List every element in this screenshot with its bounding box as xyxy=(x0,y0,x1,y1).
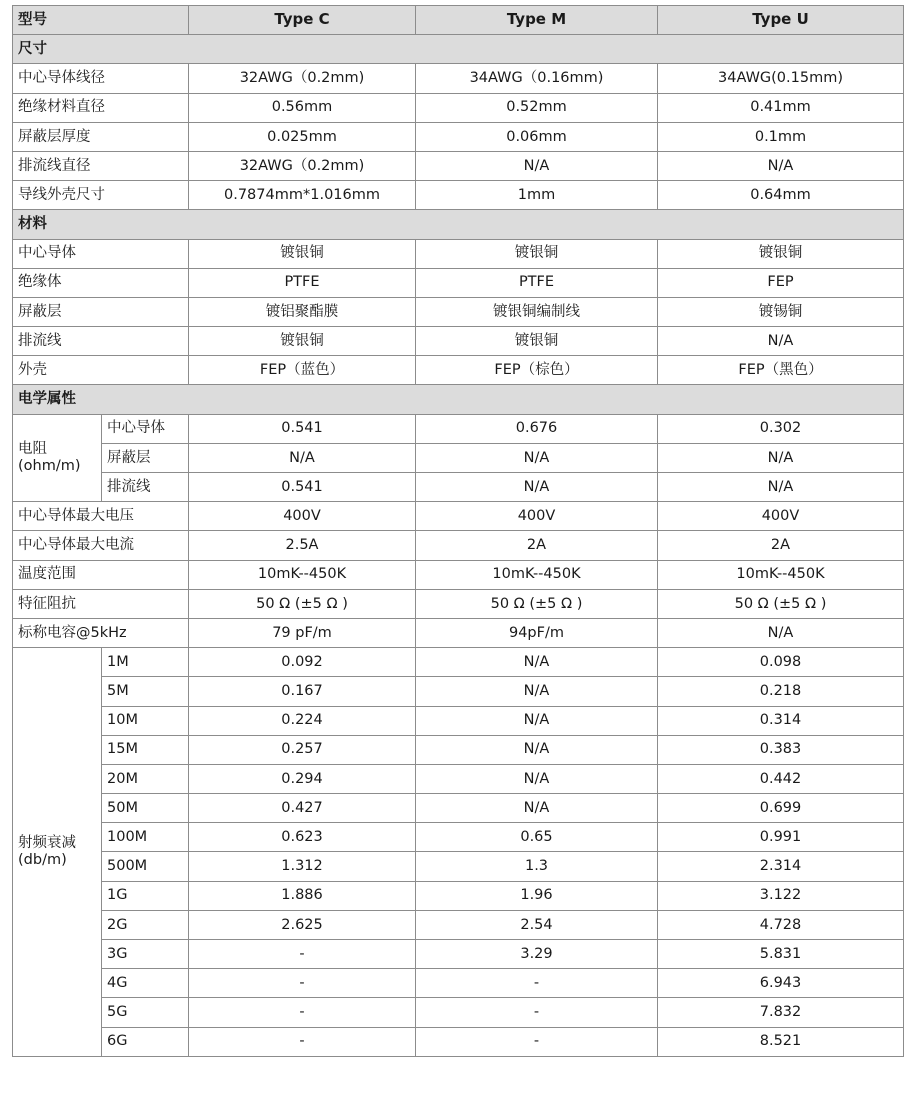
section-electrical-row xyxy=(13,385,904,414)
cell-type-c: 2.625 xyxy=(189,910,416,939)
cell-type-u: 3.122 xyxy=(658,881,904,910)
row-label: 中心导体 xyxy=(13,239,189,268)
cell-type-u: N/A xyxy=(658,618,904,647)
row-label: 中心导体最大电压 xyxy=(13,502,189,531)
cell-type-c: 0.541 xyxy=(189,473,416,502)
cell-type-c: - xyxy=(189,969,416,998)
table-row xyxy=(13,1027,904,1056)
cell-type-m: 0.52mm xyxy=(416,93,658,122)
sub-row-label: 5M xyxy=(102,677,189,706)
header-model-label: 型号 xyxy=(13,6,189,35)
row-label: 屏蔽层厚度 xyxy=(13,122,189,151)
table-row xyxy=(13,560,904,589)
sub-row-label: 4G xyxy=(102,969,189,998)
row-label: 特征阻抗 xyxy=(13,589,189,618)
cell-type-m: 3.29 xyxy=(416,940,658,969)
header-row xyxy=(13,6,904,35)
cell-type-c: 0.167 xyxy=(189,677,416,706)
cell-type-m: 2A xyxy=(416,531,658,560)
sub-row-label: 15M xyxy=(102,735,189,764)
cell-type-m: 0.06mm xyxy=(416,122,658,151)
table-row xyxy=(13,910,904,939)
table-row xyxy=(13,327,904,356)
resistance-group-label xyxy=(13,414,102,502)
table-row xyxy=(13,648,904,677)
cell-type-u: 0.699 xyxy=(658,794,904,823)
cell-type-u: 2A xyxy=(658,531,904,560)
cell-type-m: 镀银铜 xyxy=(416,327,658,356)
row-label: 外壳 xyxy=(13,356,189,385)
cell-type-u: 0.302 xyxy=(658,414,904,443)
table-row xyxy=(13,735,904,764)
row-label: 屏蔽层 xyxy=(13,297,189,326)
table-row xyxy=(13,93,904,122)
cell-type-u: 0.64mm xyxy=(658,181,904,210)
table-row xyxy=(13,356,904,385)
sub-row-label: 1G xyxy=(102,881,189,910)
cell-type-m: 0.676 xyxy=(416,414,658,443)
cell-type-m: 0.65 xyxy=(416,823,658,852)
cell-type-u: 5.831 xyxy=(658,940,904,969)
cell-type-c: 0.257 xyxy=(189,735,416,764)
cell-type-m: - xyxy=(416,998,658,1027)
cell-type-c: - xyxy=(189,998,416,1027)
row-label: 中心导体线径 xyxy=(13,64,189,93)
cell-type-m: PTFE xyxy=(416,268,658,297)
cell-type-u: 34AWG(0.15mm) xyxy=(658,64,904,93)
table-row xyxy=(13,268,904,297)
cell-type-u: 400V xyxy=(658,502,904,531)
section-size-row xyxy=(13,35,904,64)
sub-row-label: 排流线 xyxy=(102,473,189,502)
cell-type-u: FEP（黑色） xyxy=(658,356,904,385)
table-row xyxy=(13,764,904,793)
cell-type-c: 镀铝聚酯膜 xyxy=(189,297,416,326)
attenuation-unit: (db/m) xyxy=(18,851,67,868)
cell-type-c: 0.623 xyxy=(189,823,416,852)
cell-type-u: 镀银铜 xyxy=(658,239,904,268)
attenuation-label: 射频衰减 xyxy=(18,835,76,852)
cell-type-u: 0.1mm xyxy=(658,122,904,151)
cell-type-m: 1.3 xyxy=(416,852,658,881)
cell-type-u: N/A xyxy=(658,151,904,180)
cell-type-m: 镀银铜 xyxy=(416,239,658,268)
row-label: 导线外壳尺寸 xyxy=(13,181,189,210)
cell-type-u: 镀锡铜 xyxy=(658,297,904,326)
spec-table xyxy=(12,5,904,1057)
cell-type-m: 34AWG（0.16mm) xyxy=(416,64,658,93)
cell-type-m: N/A xyxy=(416,794,658,823)
sub-row-label: 3G xyxy=(102,940,189,969)
cell-type-c: 32AWG（0.2mm) xyxy=(189,64,416,93)
cell-type-u: 10mK--450K xyxy=(658,560,904,589)
table-row xyxy=(13,297,904,326)
cell-type-u: N/A xyxy=(658,443,904,472)
cell-type-m: N/A xyxy=(416,443,658,472)
row-label: 标称电容@5kHz xyxy=(13,618,189,647)
table-row xyxy=(13,64,904,93)
cell-type-c: 32AWG（0.2mm) xyxy=(189,151,416,180)
cell-type-m: 1.96 xyxy=(416,881,658,910)
cell-type-c: 镀银铜 xyxy=(189,239,416,268)
cell-type-u: 0.098 xyxy=(658,648,904,677)
cell-type-u: 8.521 xyxy=(658,1027,904,1056)
sub-row-label: 10M xyxy=(102,706,189,735)
cell-type-c: 0.427 xyxy=(189,794,416,823)
cell-type-c: FEP（蓝色） xyxy=(189,356,416,385)
cell-type-c: PTFE xyxy=(189,268,416,297)
table-row xyxy=(13,852,904,881)
table-row xyxy=(13,443,904,472)
cell-type-m: 94pF/m xyxy=(416,618,658,647)
cell-type-u: 6.943 xyxy=(658,969,904,998)
resistance-label: 电阻 xyxy=(18,441,47,458)
sub-row-label: 屏蔽层 xyxy=(102,443,189,472)
header-type-c: Type C xyxy=(189,6,416,35)
cell-type-u: N/A xyxy=(658,473,904,502)
section-size-title: 尺寸 xyxy=(13,35,904,64)
table-row xyxy=(13,473,904,502)
table-row xyxy=(13,239,904,268)
cell-type-m: N/A xyxy=(416,473,658,502)
cell-type-m: 镀银铜编制线 xyxy=(416,297,658,326)
cell-type-m: 400V xyxy=(416,502,658,531)
table-row xyxy=(13,998,904,1027)
cell-type-c: 0.541 xyxy=(189,414,416,443)
cell-type-c: 1.312 xyxy=(189,852,416,881)
cell-type-c: 10mK--450K xyxy=(189,560,416,589)
cell-type-m: 50 Ω (±5 Ω ) xyxy=(416,589,658,618)
row-label: 排流线直径 xyxy=(13,151,189,180)
cell-type-c: 50 Ω (±5 Ω ) xyxy=(189,589,416,618)
row-label: 排流线 xyxy=(13,327,189,356)
table-row xyxy=(13,151,904,180)
cell-type-m: 2.54 xyxy=(416,910,658,939)
cell-type-m: N/A xyxy=(416,677,658,706)
row-label: 中心导体最大电流 xyxy=(13,531,189,560)
section-material-row xyxy=(13,210,904,239)
cell-type-m: FEP（棕色） xyxy=(416,356,658,385)
sub-row-label: 50M xyxy=(102,794,189,823)
section-electrical-title: 电学属性 xyxy=(13,385,904,414)
cell-type-c: 400V xyxy=(189,502,416,531)
cell-type-c: 0.025mm xyxy=(189,122,416,151)
cell-type-c: 0.294 xyxy=(189,764,416,793)
cell-type-c: 镀银铜 xyxy=(189,327,416,356)
cell-type-u: 7.832 xyxy=(658,998,904,1027)
cell-type-u: 4.728 xyxy=(658,910,904,939)
table-row xyxy=(13,940,904,969)
cell-type-c: 0.224 xyxy=(189,706,416,735)
table-row xyxy=(13,181,904,210)
table-row xyxy=(13,823,904,852)
cell-type-m: N/A xyxy=(416,648,658,677)
cell-type-m: N/A xyxy=(416,706,658,735)
cell-type-c: 79 pF/m xyxy=(189,618,416,647)
cell-type-m: 1mm xyxy=(416,181,658,210)
row-label: 绝缘体 xyxy=(13,268,189,297)
table-row xyxy=(13,414,904,443)
sub-row-label: 500M xyxy=(102,852,189,881)
cell-type-u: N/A xyxy=(658,327,904,356)
resistance-unit: (ohm/m) xyxy=(18,457,81,474)
cell-type-u: 0.218 xyxy=(658,677,904,706)
sub-row-label: 20M xyxy=(102,764,189,793)
sub-row-label: 5G xyxy=(102,998,189,1027)
cell-type-c: 1.886 xyxy=(189,881,416,910)
cell-type-c: 0.7874mm*1.016mm xyxy=(189,181,416,210)
table-row xyxy=(13,122,904,151)
cell-type-u: 2.314 xyxy=(658,852,904,881)
cell-type-u: 50 Ω (±5 Ω ) xyxy=(658,589,904,618)
sub-row-label: 100M xyxy=(102,823,189,852)
cell-type-u: 0.383 xyxy=(658,735,904,764)
sub-row-label: 中心导体 xyxy=(102,414,189,443)
row-label: 温度范围 xyxy=(13,560,189,589)
row-label: 绝缘材料直径 xyxy=(13,93,189,122)
cell-type-c: - xyxy=(189,1027,416,1056)
cell-type-c: 0.56mm xyxy=(189,93,416,122)
cell-type-m: N/A xyxy=(416,735,658,764)
sub-row-label: 2G xyxy=(102,910,189,939)
table-row xyxy=(13,706,904,735)
header-type-u: Type U xyxy=(658,6,904,35)
cell-type-u: 0.314 xyxy=(658,706,904,735)
cell-type-u: 0.41mm xyxy=(658,93,904,122)
cell-type-m: 10mK--450K xyxy=(416,560,658,589)
attenuation-group-label xyxy=(13,648,102,1057)
table-row xyxy=(13,531,904,560)
table-row xyxy=(13,677,904,706)
cell-type-m: N/A xyxy=(416,764,658,793)
cell-type-c: - xyxy=(189,940,416,969)
sub-row-label: 1M xyxy=(102,648,189,677)
table-row xyxy=(13,618,904,647)
cell-type-u: 0.442 xyxy=(658,764,904,793)
table-row xyxy=(13,794,904,823)
cell-type-u: 0.991 xyxy=(658,823,904,852)
table-row xyxy=(13,881,904,910)
cell-type-c: 2.5A xyxy=(189,531,416,560)
cell-type-m: N/A xyxy=(416,151,658,180)
cell-type-c: N/A xyxy=(189,443,416,472)
cell-type-m: - xyxy=(416,969,658,998)
cell-type-u: FEP xyxy=(658,268,904,297)
cell-type-m: - xyxy=(416,1027,658,1056)
sub-row-label: 6G xyxy=(102,1027,189,1056)
table-row xyxy=(13,502,904,531)
section-material-title: 材料 xyxy=(13,210,904,239)
header-type-m: Type M xyxy=(416,6,658,35)
cell-type-c: 0.092 xyxy=(189,648,416,677)
table-row xyxy=(13,969,904,998)
table-row xyxy=(13,589,904,618)
